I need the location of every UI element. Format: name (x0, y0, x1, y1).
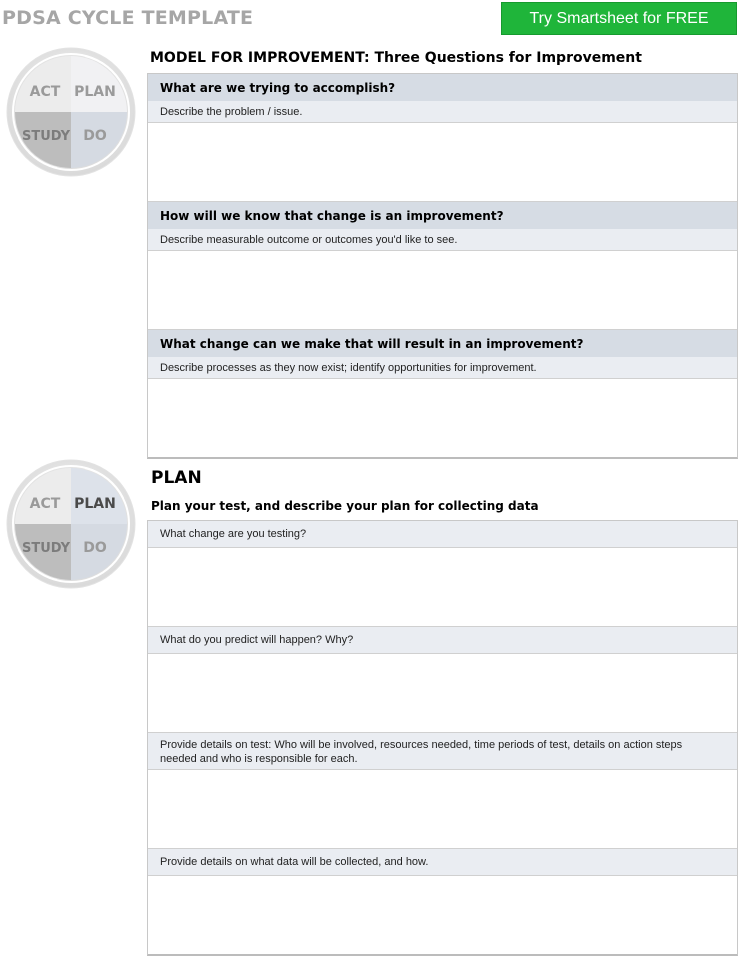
answer-area[interactable] (148, 123, 737, 202)
model-section-title: MODEL FOR IMPROVEMENT: Three Questions for Improvement (150, 50, 642, 66)
plan-label: PLAN (74, 84, 116, 100)
do-label: DO (83, 128, 107, 144)
question-heading: What are we trying to accomplish? (148, 74, 737, 101)
study-label: STUDY (21, 129, 71, 144)
plan-heading: PLAN (151, 468, 202, 488)
act-label: ACT (29, 84, 61, 100)
model-questions-block (147, 73, 738, 459)
pdsa-cycle-diagram-top (5, 46, 137, 178)
plan-field-label: Provide details on what data will be collected, and how. (148, 849, 737, 876)
plan-field-label: What change are you testing? (148, 521, 737, 548)
answer-area[interactable] (148, 876, 737, 954)
do-label: DO (83, 540, 107, 556)
answer-area[interactable] (148, 770, 737, 849)
answer-area[interactable] (148, 654, 737, 733)
plan-label: PLAN (74, 496, 116, 512)
answer-area[interactable] (148, 251, 737, 330)
try-smartsheet-button[interactable]: Try Smartsheet for FREE (501, 2, 737, 35)
plan-field-label: What do you predict will happen? Why? (148, 627, 737, 654)
document-title: PDSA CYCLE TEMPLATE (2, 7, 254, 29)
plan-fields-block (147, 520, 738, 956)
answer-area[interactable] (148, 548, 737, 627)
study-label: STUDY (21, 541, 71, 556)
act-label: ACT (29, 496, 61, 512)
question-heading: How will we know that change is an improvement? (148, 202, 737, 229)
answer-area[interactable] (148, 379, 737, 457)
plan-subheading: Plan your test, and describe your plan for collecting data (151, 499, 539, 513)
pdsa-cycle-diagram-plan (5, 458, 137, 590)
question-description: Describe the problem / issue. (148, 101, 737, 123)
plan-field-label: Provide details on test: Who will be involved, resources needed, time periods of test, details on action steps needed and who is responsible for each. (148, 733, 737, 770)
question-description: Describe measurable outcome or outcomes you'd like to see. (148, 229, 737, 251)
question-heading: What change can we make that will result in an improvement? (148, 330, 737, 357)
question-description: Describe processes as they now exist; identify opportunities for improvement. (148, 357, 737, 379)
